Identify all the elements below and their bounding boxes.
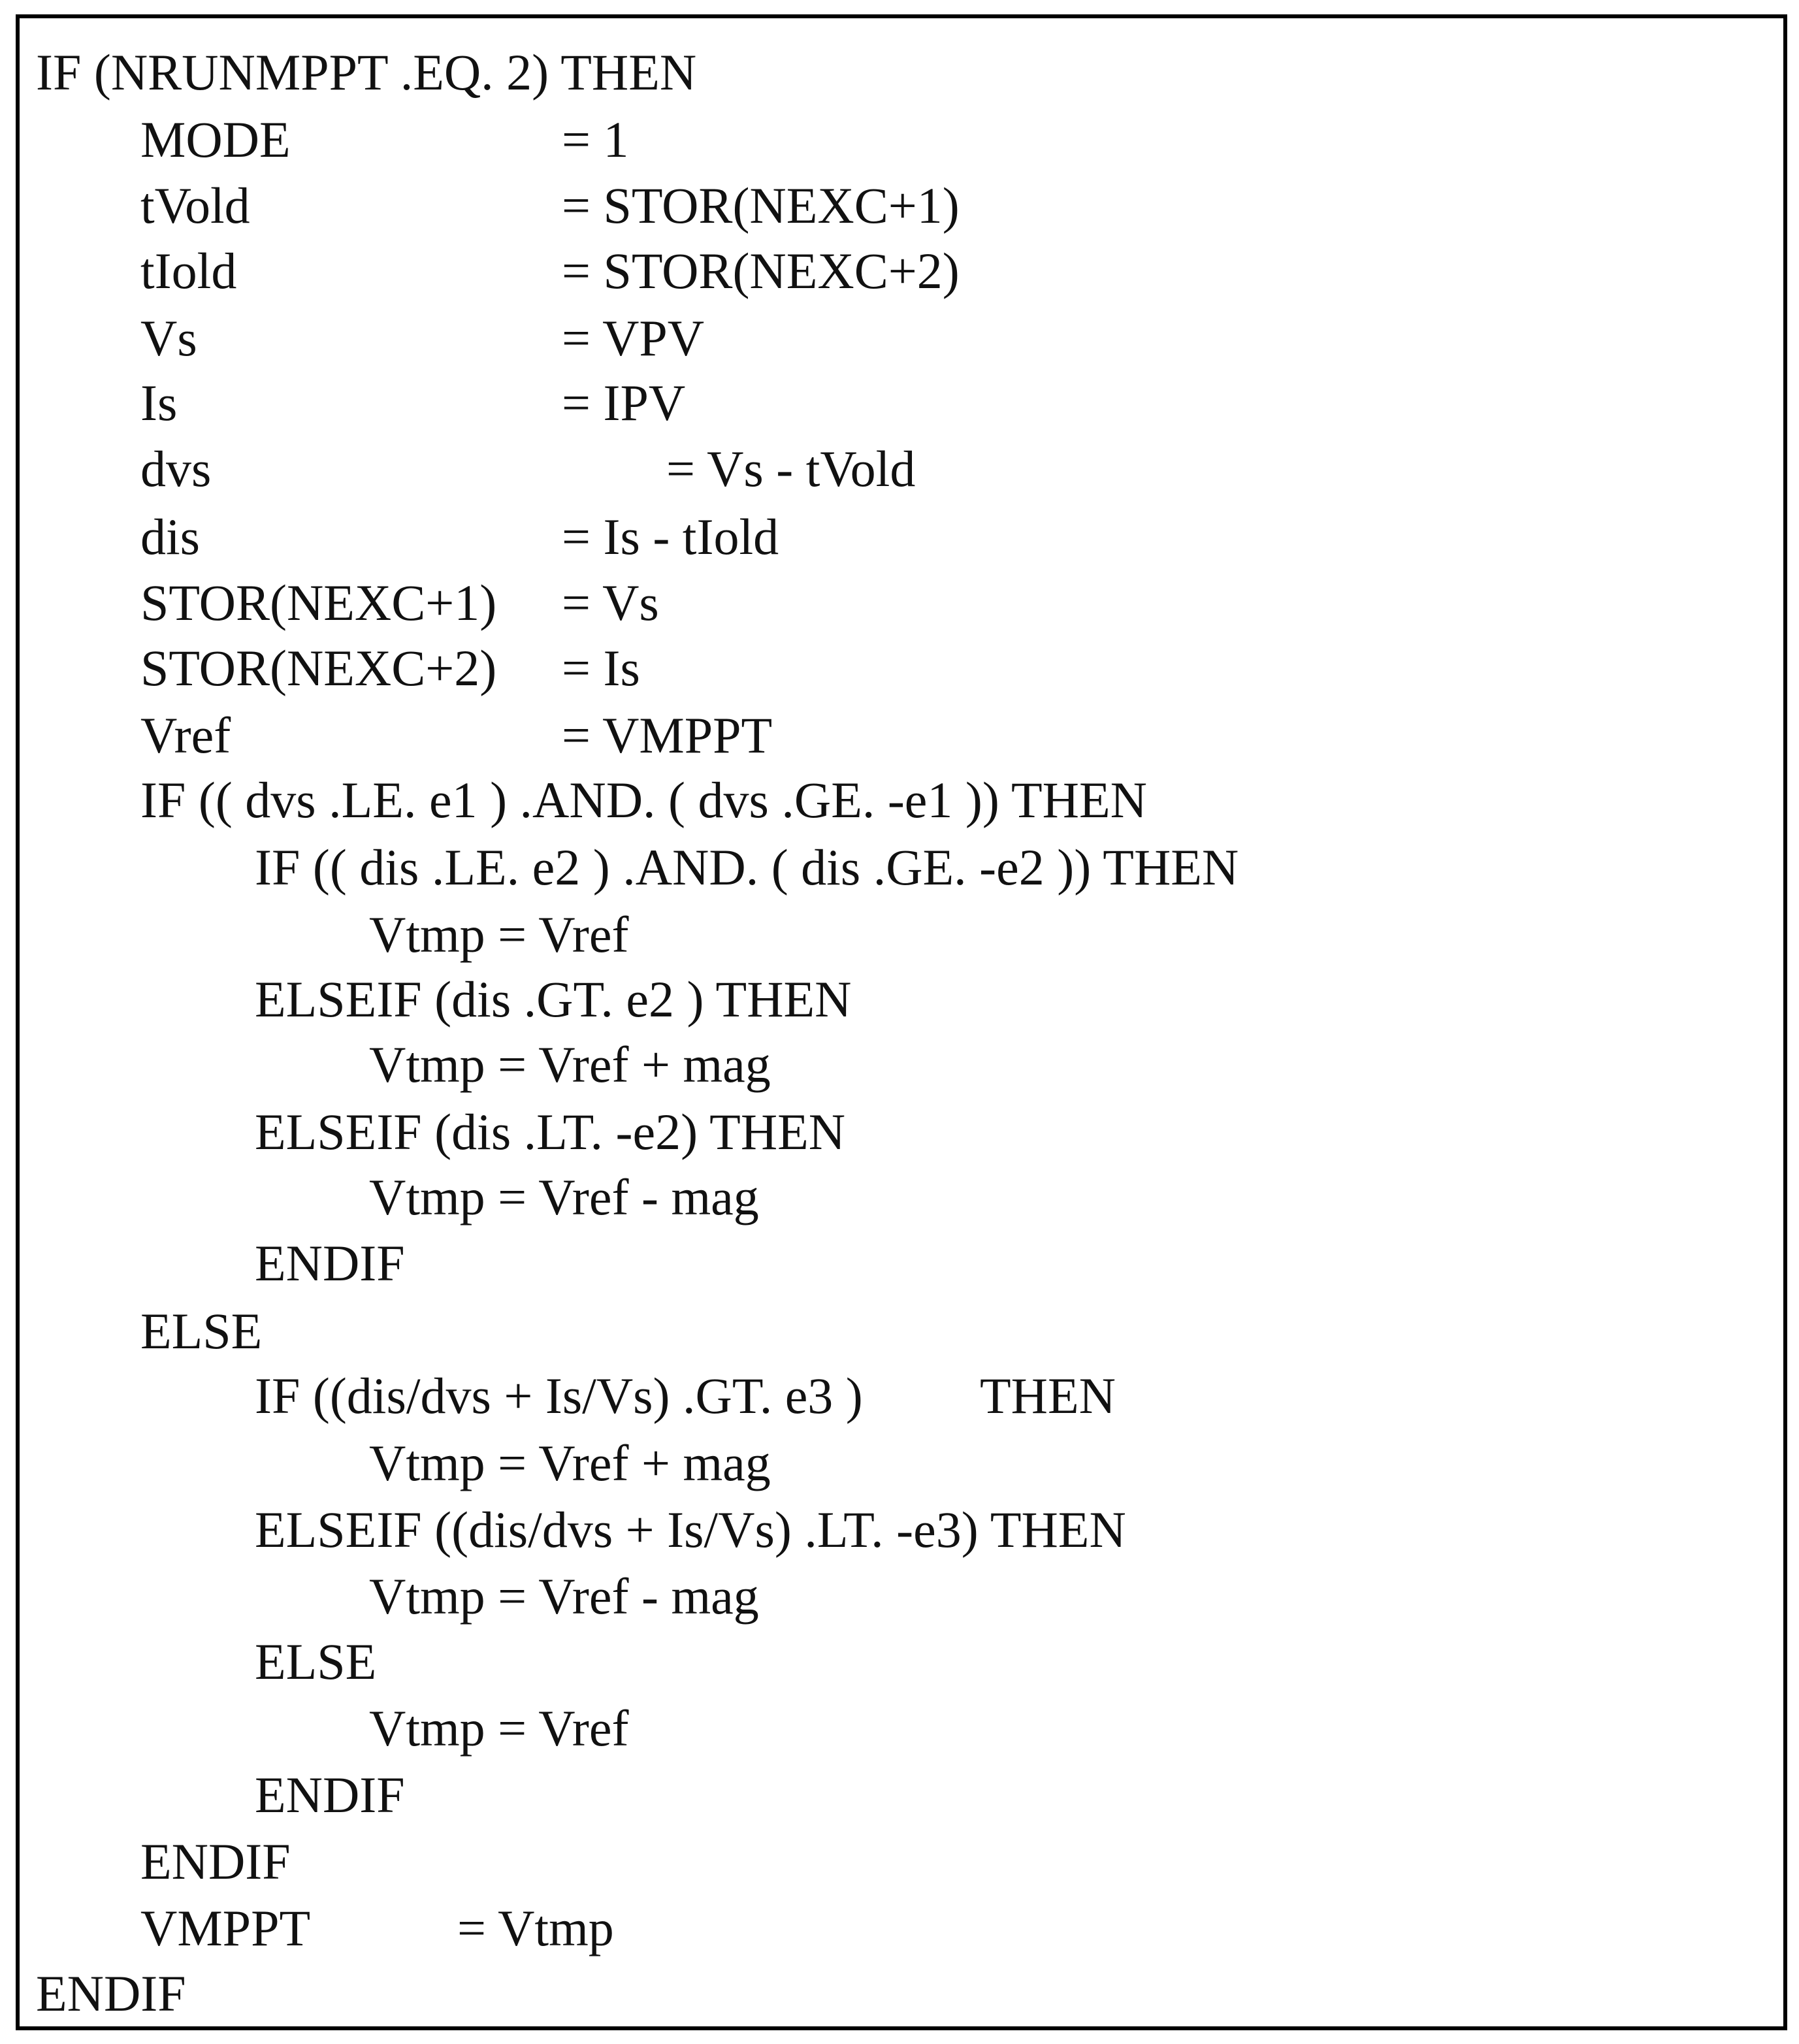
code-line [20,636,1783,701]
code-line [20,768,1783,833]
code-line [20,370,1783,436]
assignment-value: = STOR(NEXC+2) [562,242,960,299]
code-line [20,703,1783,768]
code-listing-frame [16,14,1787,2030]
assignment-value: = Is [562,640,640,696]
code-text: IF (( dvs .LE. e1 ) .AND. ( dvs .GE. -e1 )) THEN [140,771,1147,828]
assignment-value: = IPV [562,374,686,431]
code-text: IF ((dis/dvs + Is/Vs) .GT. e3 ) [255,1367,863,1424]
code-text: ELSEIF (dis .GT. e2 ) THEN [255,971,852,1028]
code-text: ENDIF [140,1833,291,1890]
variable-name: dvs [140,440,212,497]
code-text: ELSE [255,1633,377,1690]
code-line [20,902,1783,967]
assignment-value: = 1 [562,111,629,168]
assignment-value: = STOR(NEXC+1) [562,177,960,234]
code-line [20,1564,1783,1629]
code-line [20,1497,1783,1563]
code-line [20,1032,1783,1097]
variable-name: tIold [140,242,237,299]
code-text: Vtmp = Vref - mag [369,1169,759,1225]
code-line [20,1231,1783,1296]
code-text: Vtmp = Vref - mag [369,1568,759,1625]
code-line [20,504,1783,570]
code-line [20,107,1783,172]
code-line [20,1696,1783,1761]
code-line [20,1629,1783,1695]
code-text: ENDIF [36,1965,186,2022]
code-text: Vtmp = Vref + mag [369,1435,771,1491]
code-line [20,1363,1783,1429]
variable-name: Vs [140,310,197,366]
code-line [20,1099,1783,1165]
variable-name: MODE [140,111,291,168]
variable-name: tVold [140,177,250,234]
assignment-value: = Vs [562,574,659,631]
then-keyword: THEN [980,1367,1116,1424]
variable-name: Vref [140,707,231,764]
assignment-value: = Vtmp [457,1900,614,1956]
variable-name: STOR(NEXC+2) [140,640,497,696]
assignment-value: = Is - tIold [562,508,779,565]
assignment-value: = VMPPT [562,707,773,764]
code-text: Vtmp = Vref + mag [369,1036,771,1093]
code-line [20,1896,1783,1961]
code-line [20,1431,1783,1496]
code-text: Vtmp = Vref [369,906,629,963]
code-text: IF (NRUNMPPT .EQ. 2) THEN [36,44,697,101]
code-line [20,173,1783,238]
variable-name: dis [140,508,201,565]
code-line [20,40,1783,105]
code-line [20,1829,1783,1894]
assignment-value: = VPV [562,310,705,366]
code-line [20,1165,1783,1230]
code-line [20,835,1783,900]
code-text: ELSEIF (dis .LT. -e2) THEN [255,1103,846,1160]
variable-name: VMPPT [140,1900,311,1956]
code-listing [20,18,1783,2026]
code-line [20,1762,1783,1828]
code-text: ELSE [140,1303,263,1359]
code-line [20,238,1783,304]
code-line [20,967,1783,1032]
code-text: Vtmp = Vref [369,1700,629,1757]
code-text: ELSEIF ((dis/dvs + Is/Vs) .LT. -e3) THEN [255,1501,1126,1558]
code-line [20,1299,1783,1364]
code-line [20,436,1783,502]
assignment-value: = Vs - tVold [666,440,916,497]
code-text: IF (( dis .LE. e2 ) .AND. ( dis .GE. -e2 )) THEN [255,839,1239,896]
code-line [20,1961,1783,2026]
code-line [20,306,1783,371]
variable-name: STOR(NEXC+1) [140,574,497,631]
variable-name: Is [140,374,178,431]
code-text: ENDIF [255,1766,405,1823]
code-text: ENDIF [255,1235,405,1291]
code-line [20,570,1783,636]
